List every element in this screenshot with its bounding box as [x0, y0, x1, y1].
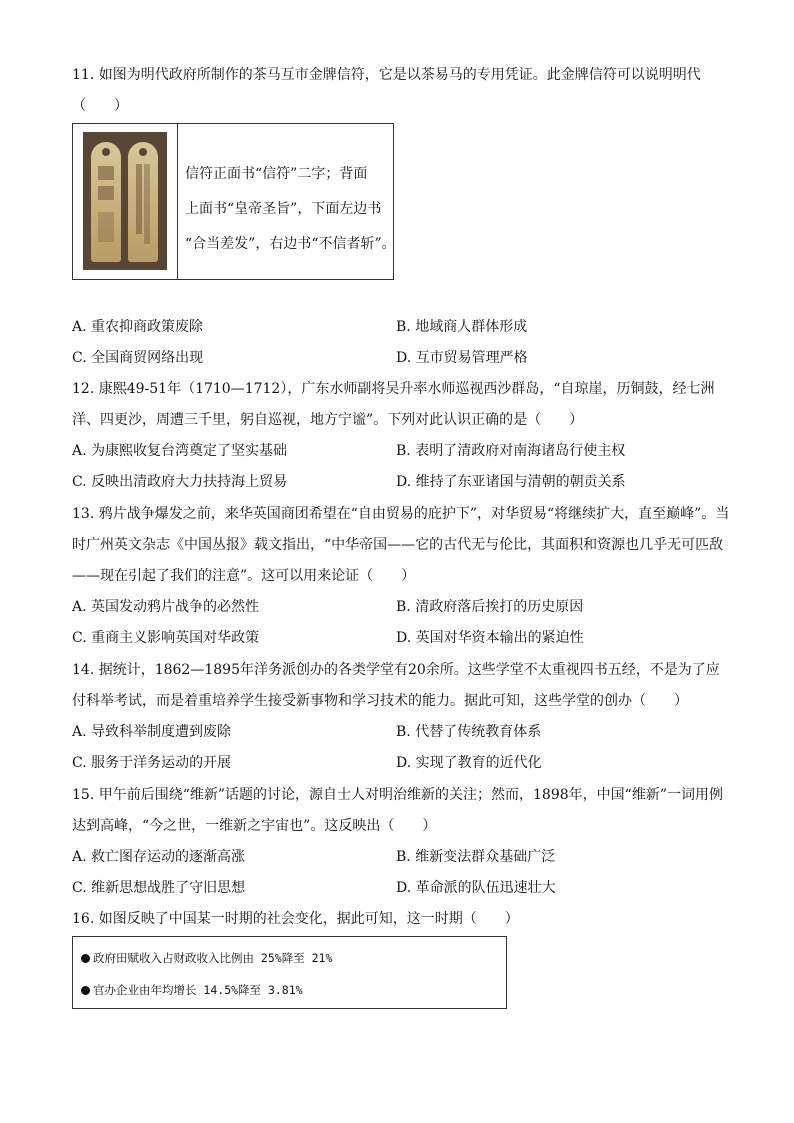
tally-caption-line: “合当差发”，右边书“不信者斩”。: [185, 236, 396, 252]
question-16-stem: 16. 如图反映了中国某一时期的社会变化，据此可知，这一时期（ ）: [72, 911, 519, 927]
tally-tablet-left: [91, 142, 121, 262]
option-b[interactable]: B. 地域商人群体形成: [396, 319, 528, 335]
bullet-icon: [81, 954, 90, 963]
question-15: [72, 780, 732, 842]
option-c[interactable]: C. 全国商贸网络出现: [72, 350, 204, 366]
question-14-options: [72, 717, 732, 779]
option-c[interactable]: C. 维新思想战胜了守旧思想: [72, 880, 246, 896]
tally-caption-line: 上面书“皇帝圣旨”，下面左边书: [185, 201, 382, 217]
tally-caption-line: 信符正面书“信符”二字；背面: [185, 166, 368, 182]
option-a[interactable]: A. 重农抑商政策废除: [72, 319, 204, 335]
question-11-stem: 11. 如图为明代政府所制作的茶马互市金牌信符，它是以茶易马的专用凭证。此金牌信符可以说明明代（ ）: [72, 67, 701, 114]
option-a[interactable]: A. 为康熙收复台湾奠定了坚实基础: [72, 443, 288, 459]
question-15-stem: 15. 甲午前后围绕“维新”话题的讨论，源自士人对明治维新的关注；然而，1898年，中国“维新”一词用例达到高峰，“今之世，一维新之宇宙也”。这反映出（ ）: [72, 787, 723, 834]
option-b[interactable]: B. 代替了传统教育体系: [396, 724, 542, 740]
tally-figure: [72, 123, 394, 280]
option-c[interactable]: C. 服务于洋务运动的开展: [72, 755, 232, 771]
statistics-text: 政府田赋收入占财政收入比例由 25%降至 21%: [93, 951, 333, 965]
question-15-options: [72, 842, 732, 904]
question-12-options: [72, 436, 732, 498]
question-16: [72, 904, 732, 935]
tally-image-cell: [73, 124, 178, 279]
question-14: [72, 655, 732, 717]
option-a[interactable]: A. 英国发动鸦片战争的必然性: [72, 599, 260, 615]
question-13: [72, 499, 732, 592]
option-d[interactable]: D. 英国对华资本输出的紧迫性: [396, 630, 584, 646]
tally-photo: [83, 132, 167, 270]
bullet-icon: [81, 986, 90, 995]
question-12: [72, 374, 732, 436]
option-d[interactable]: D. 革命派的队伍迅速壮大: [396, 880, 556, 896]
question-13-options: [72, 592, 732, 654]
question-13-stem: 13. 鸦片战争爆发之前，来华英国商团希望在“自由贸易的庇护下”，对华贸易“将继续扩大，直至巅峰”。当时广州英文杂志《中国丛报》载文指出，“中华帝国——它的古代无与伦比，其面积和资源也几乎无可匹敌——现在引起了我们的注意”。这可以用来论证（ ）: [72, 506, 730, 584]
option-d[interactable]: D. 实现了教育的近代化: [396, 755, 542, 771]
statistics-line: [81, 948, 332, 968]
statistics-text: 官办企业由年均增长 14.5%降至 3.81%: [93, 983, 303, 997]
option-b[interactable]: B. 清政府落后挨打的历史原因: [396, 599, 584, 615]
option-c[interactable]: C. 反映出清政府大力扶持海上贸易: [72, 474, 288, 490]
option-b[interactable]: B. 表明了清政府对南海诸岛行使主权: [396, 443, 626, 459]
tally-tablet-right: [128, 142, 158, 262]
option-d[interactable]: D. 互市贸易管理严格: [396, 350, 528, 366]
question-14-stem: 14. 据统计，1862—1895年洋务派创办的各类学堂有20余所。这些学堂不太重视四书五经，不是为了应付科举考试，而是着重培养学生接受新事物和学习技术的能力。据此可知，这些学堂的创办（ ）: [72, 662, 720, 709]
tally-caption: [185, 157, 396, 262]
option-a[interactable]: A. 救亡图存运动的逐渐高涨: [72, 849, 246, 865]
question-12-stem: 12. 康熙49-51年（1710—1712），广东水师副将吴升率水师巡视西沙群岛，“自琼崖，历铜鼓，经七洲洋、四更沙，周遭三千里，躬自巡视，地方宁谧”。下列对此认识正确的是（ ）: [72, 381, 715, 428]
option-d[interactable]: D. 维持了东亚诸国与清朝的朝贡关系: [396, 474, 626, 490]
option-a[interactable]: A. 导致科举制度遭到废除: [72, 724, 232, 740]
question-11: [72, 60, 732, 122]
question-11-options: [72, 312, 732, 374]
statistics-line: [81, 980, 303, 1000]
option-b[interactable]: B. 维新变法群众基础广泛: [396, 849, 556, 865]
statistics-box: [72, 936, 507, 1009]
option-c[interactable]: C. 重商主义影响英国对华政策: [72, 630, 260, 646]
